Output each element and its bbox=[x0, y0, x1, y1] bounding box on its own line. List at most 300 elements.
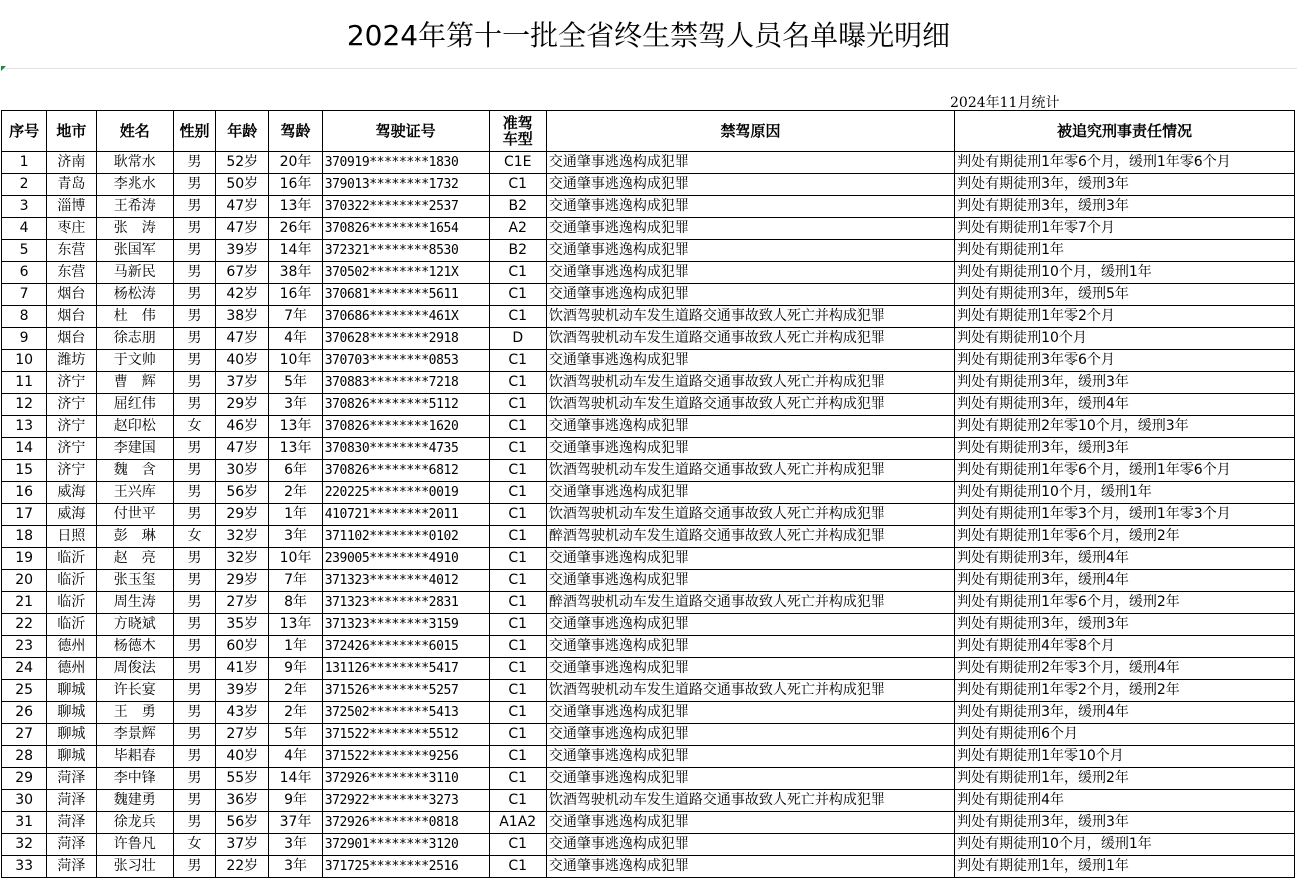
city-cell: 济宁 bbox=[47, 394, 96, 416]
gender-cell: 女 bbox=[173, 834, 215, 856]
vehicle-class-cell: C1 bbox=[489, 702, 546, 724]
gender-cell: 男 bbox=[173, 790, 215, 812]
name-cell: 王兴库 bbox=[96, 482, 173, 504]
name-cell: 许鲁凡 bbox=[96, 834, 173, 856]
license-no-cell: 371102********0102 bbox=[322, 526, 489, 548]
ban-reason-cell: 交通肇事逃逸构成犯罪 bbox=[546, 768, 954, 790]
cell-marker-icon bbox=[1, 66, 6, 71]
driving-years-cell: 13年 bbox=[269, 416, 322, 438]
criminal-liability-cell: 判处有期徒刑4年零8个月 bbox=[955, 636, 1295, 658]
license-no-cell: 371522********9256 bbox=[322, 746, 489, 768]
name-cell: 王希涛 bbox=[96, 196, 173, 218]
vehicle-class-cell: C1 bbox=[489, 614, 546, 636]
gender-cell: 男 bbox=[173, 570, 215, 592]
name-cell: 曹 辉 bbox=[96, 372, 173, 394]
age-cell: 60岁 bbox=[216, 636, 269, 658]
name-cell: 杜 伟 bbox=[96, 306, 173, 328]
license-no-cell: 370826********1620 bbox=[322, 416, 489, 438]
name-cell: 李中锋 bbox=[96, 768, 173, 790]
driving-years-cell: 20年 bbox=[269, 152, 322, 174]
index-cell: 16 bbox=[2, 482, 47, 504]
ban-reason-cell: 醉酒驾驶机动车发生道路交通事故致人死亡并构成犯罪 bbox=[546, 526, 954, 548]
table-row bbox=[2, 394, 1295, 416]
city-cell: 威海 bbox=[47, 504, 96, 526]
index-cell: 33 bbox=[2, 856, 47, 878]
license-no-cell: 239005********4910 bbox=[322, 548, 489, 570]
table-row bbox=[2, 812, 1295, 834]
name-cell: 徐龙兵 bbox=[96, 812, 173, 834]
license-no-cell: 372321********8530 bbox=[322, 240, 489, 262]
driving-years-cell: 10年 bbox=[269, 548, 322, 570]
ban-reason-cell: 交通肇事逃逸构成犯罪 bbox=[546, 636, 954, 658]
age-cell: 55岁 bbox=[216, 768, 269, 790]
city-cell: 烟台 bbox=[47, 328, 96, 350]
page-title: 2024年第十一批全省终生禁驾人员名单曝光明细 bbox=[0, 0, 1297, 69]
ban-reason-cell: 交通肇事逃逸构成犯罪 bbox=[546, 416, 954, 438]
name-cell: 徐志朋 bbox=[96, 328, 173, 350]
age-cell: 42岁 bbox=[216, 284, 269, 306]
criminal-liability-cell: 判处有期徒刑1年，缓刑2年 bbox=[955, 768, 1295, 790]
driving-years-cell: 9年 bbox=[269, 790, 322, 812]
city-cell: 烟台 bbox=[47, 306, 96, 328]
vehicle-class-cell: C1 bbox=[489, 636, 546, 658]
gender-cell: 男 bbox=[173, 768, 215, 790]
vehicle-class-cell: A1A2 bbox=[489, 812, 546, 834]
criminal-liability-cell: 判处有期徒刑3年，缓刑4年 bbox=[955, 548, 1295, 570]
driving-years-cell: 13年 bbox=[269, 196, 322, 218]
index-cell: 1 bbox=[2, 152, 47, 174]
vehicle-class-cell: C1 bbox=[489, 460, 546, 482]
gender-cell: 男 bbox=[173, 152, 215, 174]
criminal-liability-cell: 判处有期徒刑3年，缓刑4年 bbox=[955, 394, 1295, 416]
vehicle-class-cell: C1 bbox=[489, 394, 546, 416]
criminal-liability-cell: 判处有期徒刑3年，缓刑4年 bbox=[955, 570, 1295, 592]
ban-reason-cell: 交通肇事逃逸构成犯罪 bbox=[546, 284, 954, 306]
ban-reason-cell: 交通肇事逃逸构成犯罪 bbox=[546, 746, 954, 768]
index-cell: 11 bbox=[2, 372, 47, 394]
city-cell: 聊城 bbox=[47, 724, 96, 746]
vehicle-class-cell: C1 bbox=[489, 856, 546, 878]
ban-reason-cell: 饮酒驾驶机动车发生道路交通事故致人死亡并构成犯罪 bbox=[546, 460, 954, 482]
ban-reason-cell: 交通肇事逃逸构成犯罪 bbox=[546, 570, 954, 592]
index-cell: 28 bbox=[2, 746, 47, 768]
city-cell: 菏泽 bbox=[47, 790, 96, 812]
table-row bbox=[2, 680, 1295, 702]
table-row bbox=[2, 702, 1295, 724]
age-cell: 30岁 bbox=[216, 460, 269, 482]
criminal-liability-cell: 判处有期徒刑1年零6个月，缓刑2年 bbox=[955, 592, 1295, 614]
gender-cell: 男 bbox=[173, 284, 215, 306]
table-row bbox=[2, 262, 1295, 284]
criminal-liability-cell: 判处有期徒刑4年 bbox=[955, 790, 1295, 812]
driving-years-cell: 3年 bbox=[269, 856, 322, 878]
index-cell: 5 bbox=[2, 240, 47, 262]
driving-years-cell: 13年 bbox=[269, 614, 322, 636]
city-cell: 德州 bbox=[47, 636, 96, 658]
table-row bbox=[2, 152, 1295, 174]
license-no-cell: 372926********3110 bbox=[322, 768, 489, 790]
age-cell: 36岁 bbox=[216, 790, 269, 812]
city-cell: 临沂 bbox=[47, 570, 96, 592]
city-cell: 菏泽 bbox=[47, 812, 96, 834]
name-cell: 王 勇 bbox=[96, 702, 173, 724]
criminal-liability-cell: 判处有期徒刑3年，缓刑4年 bbox=[955, 702, 1295, 724]
license-no-cell: 370826********5112 bbox=[322, 394, 489, 416]
name-cell: 赵 亮 bbox=[96, 548, 173, 570]
license-no-cell: 370919********1830 bbox=[322, 152, 489, 174]
table-body bbox=[2, 152, 1295, 878]
vehicle-class-cell: B2 bbox=[489, 196, 546, 218]
criminal-liability-cell: 判处有期徒刑1年零6个月，缓刑1年零6个月 bbox=[955, 152, 1295, 174]
city-cell: 聊城 bbox=[47, 680, 96, 702]
criminal-liability-cell: 判处有期徒刑3年，缓刑3年 bbox=[955, 438, 1295, 460]
driving-years-cell: 6年 bbox=[269, 460, 322, 482]
criminal-liability-cell: 判处有期徒刑1年零10个月 bbox=[955, 746, 1295, 768]
criminal-liability-cell: 判处有期徒刑1年零7个月 bbox=[955, 218, 1295, 240]
table-row bbox=[2, 174, 1295, 196]
license-no-cell: 410721********2011 bbox=[322, 504, 489, 526]
age-cell: 22岁 bbox=[216, 856, 269, 878]
col-license-no-header: 驾驶证号 bbox=[322, 111, 489, 152]
criminal-liability-cell: 判处有期徒刑3年，缓刑3年 bbox=[955, 812, 1295, 834]
gender-cell: 女 bbox=[173, 416, 215, 438]
city-cell: 临沂 bbox=[47, 592, 96, 614]
table-row bbox=[2, 834, 1295, 856]
gender-cell: 男 bbox=[173, 504, 215, 526]
city-cell: 德州 bbox=[47, 658, 96, 680]
vehicle-class-cell: C1 bbox=[489, 416, 546, 438]
name-cell: 付世平 bbox=[96, 504, 173, 526]
driving-years-cell: 1年 bbox=[269, 504, 322, 526]
name-cell: 张 涛 bbox=[96, 218, 173, 240]
table-row bbox=[2, 218, 1295, 240]
ban-reason-cell: 交通肇事逃逸构成犯罪 bbox=[546, 614, 954, 636]
city-cell: 菏泽 bbox=[47, 856, 96, 878]
ban-reason-cell: 交通肇事逃逸构成犯罪 bbox=[546, 856, 954, 878]
table-row bbox=[2, 570, 1295, 592]
ban-reason-cell: 饮酒驾驶机动车发生道路交通事故致人死亡并构成犯罪 bbox=[546, 328, 954, 350]
col-vehicle-class-header: 准驾车型 bbox=[489, 111, 546, 152]
license-no-cell: 371323********2831 bbox=[322, 592, 489, 614]
license-no-cell: 370830********4735 bbox=[322, 438, 489, 460]
driving-years-cell: 4年 bbox=[269, 328, 322, 350]
license-no-cell: 371725********2516 bbox=[322, 856, 489, 878]
table-row bbox=[2, 768, 1295, 790]
col-age-header: 年龄 bbox=[216, 111, 269, 152]
driving-years-cell: 7年 bbox=[269, 306, 322, 328]
ban-list-table bbox=[1, 110, 1295, 878]
license-no-cell: 371323********3159 bbox=[322, 614, 489, 636]
col-name-header: 姓名 bbox=[96, 111, 173, 152]
gender-cell: 男 bbox=[173, 394, 215, 416]
city-cell: 菏泽 bbox=[47, 834, 96, 856]
index-cell: 20 bbox=[2, 570, 47, 592]
table-row bbox=[2, 240, 1295, 262]
index-cell: 8 bbox=[2, 306, 47, 328]
gender-cell: 男 bbox=[173, 438, 215, 460]
vehicle-class-cell: C1 bbox=[489, 746, 546, 768]
table-row bbox=[2, 460, 1295, 482]
gender-cell: 男 bbox=[173, 592, 215, 614]
age-cell: 50岁 bbox=[216, 174, 269, 196]
age-cell: 37岁 bbox=[216, 834, 269, 856]
city-cell: 济南 bbox=[47, 152, 96, 174]
index-cell: 19 bbox=[2, 548, 47, 570]
driving-years-cell: 5年 bbox=[269, 372, 322, 394]
table-row bbox=[2, 658, 1295, 680]
age-cell: 29岁 bbox=[216, 570, 269, 592]
gender-cell: 男 bbox=[173, 306, 215, 328]
license-no-cell: 372922********3273 bbox=[322, 790, 489, 812]
city-cell: 潍坊 bbox=[47, 350, 96, 372]
license-no-cell: 370681********5611 bbox=[322, 284, 489, 306]
ban-reason-cell: 饮酒驾驶机动车发生道路交通事故致人死亡并构成犯罪 bbox=[546, 306, 954, 328]
name-cell: 马新民 bbox=[96, 262, 173, 284]
criminal-liability-cell: 判处有期徒刑3年零6个月 bbox=[955, 350, 1295, 372]
driving-years-cell: 9年 bbox=[269, 658, 322, 680]
driving-years-cell: 8年 bbox=[269, 592, 322, 614]
name-cell: 耿常水 bbox=[96, 152, 173, 174]
gender-cell: 男 bbox=[173, 218, 215, 240]
index-cell: 2 bbox=[2, 174, 47, 196]
name-cell: 周俊法 bbox=[96, 658, 173, 680]
city-cell: 菏泽 bbox=[47, 768, 96, 790]
driving-years-cell: 2年 bbox=[269, 702, 322, 724]
vehicle-class-cell: C1 bbox=[489, 174, 546, 196]
index-cell: 32 bbox=[2, 834, 47, 856]
criminal-liability-cell: 判处有期徒刑1年，缓刑1年 bbox=[955, 856, 1295, 878]
license-no-cell: 371522********5512 bbox=[322, 724, 489, 746]
criminal-liability-cell: 判处有期徒刑1年零6个月，缓刑1年零6个月 bbox=[955, 460, 1295, 482]
criminal-liability-cell: 判处有期徒刑3年，缓刑3年 bbox=[955, 614, 1295, 636]
name-cell: 毕耜春 bbox=[96, 746, 173, 768]
index-cell: 13 bbox=[2, 416, 47, 438]
name-cell: 周生涛 bbox=[96, 592, 173, 614]
age-cell: 47岁 bbox=[216, 218, 269, 240]
table-row bbox=[2, 504, 1295, 526]
gender-cell: 男 bbox=[173, 724, 215, 746]
table-header-row bbox=[2, 111, 1295, 152]
city-cell: 济宁 bbox=[47, 438, 96, 460]
criminal-liability-cell: 判处有期徒刑1年零3个月，缓刑1年零3个月 bbox=[955, 504, 1295, 526]
table-row bbox=[2, 196, 1295, 218]
city-cell: 淄博 bbox=[47, 196, 96, 218]
age-cell: 39岁 bbox=[216, 680, 269, 702]
index-cell: 30 bbox=[2, 790, 47, 812]
name-cell: 魏建勇 bbox=[96, 790, 173, 812]
vehicle-class-cell: C1 bbox=[489, 724, 546, 746]
vehicle-class-cell: C1 bbox=[489, 438, 546, 460]
license-no-cell: 372901********3120 bbox=[322, 834, 489, 856]
driving-years-cell: 3年 bbox=[269, 526, 322, 548]
table-row bbox=[2, 284, 1295, 306]
vehicle-class-cell: C1 bbox=[489, 658, 546, 680]
gender-cell: 男 bbox=[173, 746, 215, 768]
driving-years-cell: 14年 bbox=[269, 768, 322, 790]
ban-reason-cell: 醉酒驾驶机动车发生道路交通事故致人死亡并构成犯罪 bbox=[546, 592, 954, 614]
license-no-cell: 372426********6015 bbox=[322, 636, 489, 658]
criminal-liability-cell: 判处有期徒刑1年 bbox=[955, 240, 1295, 262]
gender-cell: 男 bbox=[173, 548, 215, 570]
city-cell: 威海 bbox=[47, 482, 96, 504]
name-cell: 屈红伟 bbox=[96, 394, 173, 416]
license-no-cell: 371323********4012 bbox=[322, 570, 489, 592]
index-cell: 21 bbox=[2, 592, 47, 614]
ban-reason-cell: 交通肇事逃逸构成犯罪 bbox=[546, 350, 954, 372]
table-row bbox=[2, 350, 1295, 372]
index-cell: 7 bbox=[2, 284, 47, 306]
age-cell: 41岁 bbox=[216, 658, 269, 680]
vehicle-class-cell: C1 bbox=[489, 548, 546, 570]
driving-years-cell: 4年 bbox=[269, 746, 322, 768]
ban-reason-cell: 交通肇事逃逸构成犯罪 bbox=[546, 152, 954, 174]
index-cell: 12 bbox=[2, 394, 47, 416]
criminal-liability-cell: 判处有期徒刑6个月 bbox=[955, 724, 1295, 746]
col-city-header: 地市 bbox=[47, 111, 96, 152]
index-cell: 15 bbox=[2, 460, 47, 482]
ban-reason-cell: 交通肇事逃逸构成犯罪 bbox=[546, 482, 954, 504]
driving-years-cell: 37年 bbox=[269, 812, 322, 834]
driving-years-cell: 13年 bbox=[269, 438, 322, 460]
city-cell: 聊城 bbox=[47, 702, 96, 724]
age-cell: 38岁 bbox=[216, 306, 269, 328]
license-no-cell: 370686********461X bbox=[322, 306, 489, 328]
gender-cell: 男 bbox=[173, 812, 215, 834]
table-row bbox=[2, 724, 1295, 746]
index-cell: 14 bbox=[2, 438, 47, 460]
driving-years-cell: 16年 bbox=[269, 174, 322, 196]
ban-reason-cell: 饮酒驾驶机动车发生道路交通事故致人死亡并构成犯罪 bbox=[546, 680, 954, 702]
name-cell: 彭 琳 bbox=[96, 526, 173, 548]
gender-cell: 男 bbox=[173, 702, 215, 724]
city-cell: 青岛 bbox=[47, 174, 96, 196]
gender-cell: 男 bbox=[173, 680, 215, 702]
table-row bbox=[2, 526, 1295, 548]
name-cell: 张习壮 bbox=[96, 856, 173, 878]
vehicle-class-cell: C1 bbox=[489, 284, 546, 306]
ban-reason-cell: 交通肇事逃逸构成犯罪 bbox=[546, 196, 954, 218]
license-no-cell: 370628********2918 bbox=[322, 328, 489, 350]
stat-date: 2024年11月统计 bbox=[950, 95, 1060, 111]
gender-cell: 男 bbox=[173, 240, 215, 262]
ban-reason-cell: 交通肇事逃逸构成犯罪 bbox=[546, 218, 954, 240]
license-no-cell: 370322********2537 bbox=[322, 196, 489, 218]
city-cell: 日照 bbox=[47, 526, 96, 548]
driving-years-cell: 38年 bbox=[269, 262, 322, 284]
ban-reason-cell: 交通肇事逃逸构成犯罪 bbox=[546, 724, 954, 746]
license-no-cell: 370502********121X bbox=[322, 262, 489, 284]
ban-reason-cell: 交通肇事逃逸构成犯罪 bbox=[546, 658, 954, 680]
gender-cell: 男 bbox=[173, 658, 215, 680]
name-cell: 李景辉 bbox=[96, 724, 173, 746]
driving-years-cell: 1年 bbox=[269, 636, 322, 658]
criminal-liability-cell: 判处有期徒刑10个月，缓刑1年 bbox=[955, 262, 1295, 284]
index-cell: 31 bbox=[2, 812, 47, 834]
index-cell: 27 bbox=[2, 724, 47, 746]
table-row bbox=[2, 482, 1295, 504]
age-cell: 27岁 bbox=[216, 592, 269, 614]
index-cell: 6 bbox=[2, 262, 47, 284]
driving-years-cell: 2年 bbox=[269, 680, 322, 702]
gender-cell: 男 bbox=[173, 262, 215, 284]
license-no-cell: 372502********5413 bbox=[322, 702, 489, 724]
index-cell: 10 bbox=[2, 350, 47, 372]
index-cell: 17 bbox=[2, 504, 47, 526]
license-no-cell: 370883********7218 bbox=[322, 372, 489, 394]
license-no-cell: 371526********5257 bbox=[322, 680, 489, 702]
age-cell: 35岁 bbox=[216, 614, 269, 636]
age-cell: 32岁 bbox=[216, 526, 269, 548]
driving-years-cell: 3年 bbox=[269, 394, 322, 416]
col-ban-reason-header: 禁驾原因 bbox=[546, 111, 954, 152]
license-no-cell: 131126********5417 bbox=[322, 658, 489, 680]
ban-reason-cell: 饮酒驾驶机动车发生道路交通事故致人死亡并构成犯罪 bbox=[546, 504, 954, 526]
age-cell: 43岁 bbox=[216, 702, 269, 724]
city-cell: 东营 bbox=[47, 262, 96, 284]
age-cell: 39岁 bbox=[216, 240, 269, 262]
name-cell: 杨德木 bbox=[96, 636, 173, 658]
gender-cell: 男 bbox=[173, 196, 215, 218]
age-cell: 47岁 bbox=[216, 328, 269, 350]
vehicle-class-cell: D bbox=[489, 328, 546, 350]
city-cell: 济宁 bbox=[47, 372, 96, 394]
ban-reason-cell: 交通肇事逃逸构成犯罪 bbox=[546, 834, 954, 856]
gender-cell: 男 bbox=[173, 372, 215, 394]
index-cell: 3 bbox=[2, 196, 47, 218]
vehicle-class-cell: C1 bbox=[489, 526, 546, 548]
age-cell: 52岁 bbox=[216, 152, 269, 174]
vehicle-class-cell: C1 bbox=[489, 350, 546, 372]
vehicle-class-cell: C1 bbox=[489, 262, 546, 284]
vehicle-class-cell: C1 bbox=[489, 306, 546, 328]
index-cell: 22 bbox=[2, 614, 47, 636]
table-row bbox=[2, 790, 1295, 812]
age-cell: 40岁 bbox=[216, 746, 269, 768]
age-cell: 29岁 bbox=[216, 504, 269, 526]
criminal-liability-cell: 判处有期徒刑1年零6个月，缓刑2年 bbox=[955, 526, 1295, 548]
col-driving-years-header: 驾龄 bbox=[269, 111, 322, 152]
age-cell: 56岁 bbox=[216, 482, 269, 504]
age-cell: 32岁 bbox=[216, 548, 269, 570]
table-row bbox=[2, 328, 1295, 350]
gender-cell: 男 bbox=[173, 482, 215, 504]
vehicle-class-cell: C1 bbox=[489, 834, 546, 856]
license-no-cell: 372926********0818 bbox=[322, 812, 489, 834]
age-cell: 67岁 bbox=[216, 262, 269, 284]
criminal-liability-cell: 判处有期徒刑10个月 bbox=[955, 328, 1295, 350]
table-row bbox=[2, 438, 1295, 460]
vehicle-class-cell: C1 bbox=[489, 372, 546, 394]
ban-reason-cell: 交通肇事逃逸构成犯罪 bbox=[546, 438, 954, 460]
age-cell: 56岁 bbox=[216, 812, 269, 834]
driving-years-cell: 7年 bbox=[269, 570, 322, 592]
name-cell: 张玉玺 bbox=[96, 570, 173, 592]
criminal-liability-cell: 判处有期徒刑3年，缓刑5年 bbox=[955, 284, 1295, 306]
vehicle-class-cell: B2 bbox=[489, 240, 546, 262]
age-cell: 27岁 bbox=[216, 724, 269, 746]
table-row bbox=[2, 306, 1295, 328]
name-cell: 于文帅 bbox=[96, 350, 173, 372]
criminal-liability-cell: 判处有期徒刑10个月，缓刑1年 bbox=[955, 482, 1295, 504]
col-criminal-liability-header: 被追究刑事责任情况 bbox=[955, 111, 1295, 152]
vehicle-class-cell: C1E bbox=[489, 152, 546, 174]
index-cell: 26 bbox=[2, 702, 47, 724]
table-row bbox=[2, 856, 1295, 878]
city-cell: 枣庄 bbox=[47, 218, 96, 240]
gender-cell: 男 bbox=[173, 328, 215, 350]
vehicle-class-cell: C1 bbox=[489, 680, 546, 702]
index-cell: 18 bbox=[2, 526, 47, 548]
